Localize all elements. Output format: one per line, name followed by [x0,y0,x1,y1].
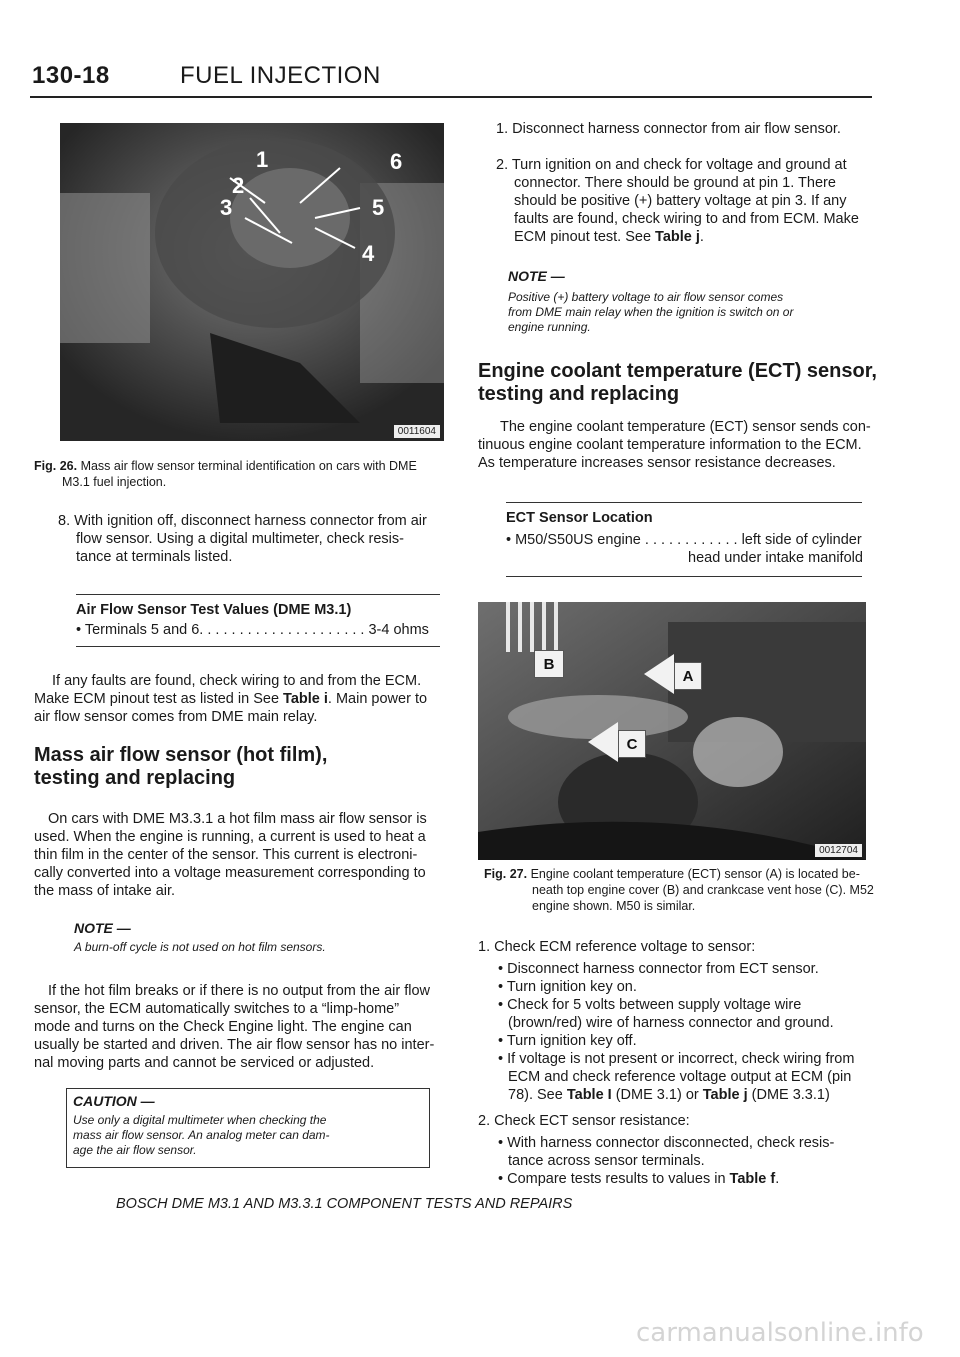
figure-26-caption-text: Mass air flow sensor terminal identification on cars with DME [80,459,417,473]
figure-26-code: 0011604 [394,425,440,438]
caution-text: Use only a digital multimeter when checking the mass air flow sensor. An analog meter can dam- age the air flow sensor. [73,1113,330,1157]
figure-27-label-c: C [618,730,646,758]
limp-home-paragraph: If the hot film breaks or if there is no output from the air flow sensor, the ECM automatically switches to a “limp-home” mode and turns on the Check Engine light. The engine can usually be started and driven. The air flow sensor has no inter- nal moving parts and cannot be serviced or adjusted. [34,983,435,1071]
figure-26-label-2: 2 [232,173,245,198]
airflow-table-title: Air Flow Sensor Test Values (DME M3.1) [76,602,352,618]
ect-table-top-rule [506,502,862,503]
figure-27-caption-label: Fig. 27. [484,867,528,881]
figure-26-illustration [60,123,444,441]
step-8-line-1: 8. With ignition off, disconnect harness connector from air [58,513,427,529]
right-step-1: 1. Disconnect harness connector from air flow sensor. [496,121,841,137]
check-ecm-step: 1. Check ECM reference voltage to sensor: • Disconnect harness connector from ECT sensor. • Turn ignition key on. • Check for 5 volts between supply voltage wire (brown/red) wire of harness connector and ground. • Turn ignition key off. • If voltage is not present or incorrect, check wiring from ECM and check reference voltage output at ECM (pin 78). See Table I (DME 3.1) or Table j (DME 3.3.1) [478,939,855,1103]
figure-26-caption-text-2: M3.1 fuel injection. [62,475,167,489]
table-f-ref[interactable]: Table f [729,1171,776,1187]
figure-26-label-4: 4 [362,241,375,266]
chapter-title: FUEL INJECTION [180,62,381,89]
section-heading-ect: Engine coolant temperature (ECT) sensor, testing and replacing [478,360,877,405]
ect-table-row-2: head under intake manifold [688,550,863,566]
faults-line-3: air flow sensor comes from DME main relay. [34,709,318,725]
figure-27-label-b: B [534,650,564,678]
figure-27-code: 0012704 [815,844,862,857]
figure-27-illustration [478,602,866,860]
figure-27-label-a: A [674,662,702,690]
table-j-ref[interactable]: Table j [655,229,700,245]
right-step-2: 2. Turn ignition on and check for voltage and ground at connector. There should be ground at pin 1. There should be positive (+) battery voltage at pin 3. If any faults are found, check wiring to and from ECM. Make ECM pinout test. See Table j. [496,157,859,245]
caution-heading: CAUTION — [73,1093,155,1109]
page-footer: BOSCH DME M3.1 AND M3.3.1 COMPONENT TESTS AND REPAIRS [116,1196,573,1212]
note-heading-right: NOTE — [508,268,565,284]
figure-26-label-1: 1 [256,147,269,172]
note-text-right: Positive (+) battery voltage to air flow sensor comes from DME main relay when the ignition is switch on or engine running. [508,290,794,334]
step-8-line-2: flow sensor. Using a digital multimeter, check resis- [76,531,404,547]
header-rule [30,96,872,98]
figure-26-label-6: 6 [390,149,403,174]
page-number: 130-18 [32,62,110,89]
note-text-left: A burn-off cycle is not used on hot film sensors. [74,940,326,954]
note-heading-left: NOTE — [74,920,131,936]
step-8-line-3: tance at terminals listed. [76,549,233,565]
check-ect-step: 2. Check ECT sensor resistance: • With harness connector disconnected, check resis- tance across sensor terminals. • Compare tests results to values in Table f. [478,1113,835,1187]
faults-line-1: If any faults are found, check wiring to and from the ECM. [52,673,422,689]
caution-box [66,1088,430,1168]
figure-26-caption-label: Fig. 26. [34,459,78,473]
ect-paragraph: The engine coolant temperature (ECT) sensor sends con- tinuous engine coolant temperature information to the ECM. As temperature increases sensor resistance decreases. [478,419,871,471]
table-i-ref[interactable]: Table i [283,691,328,707]
table-bottom-rule [76,646,440,647]
figure-26-label-5: 5 [372,195,385,220]
table-l-ref[interactable]: Table I [566,1087,612,1103]
faults-paragraph [34,672,454,726]
figure-27-caption: Fig. 27. Engine coolant temperature (ECT) sensor (A) is located be- neath top engine cover (B) and crankcase vent hose (C). M52 engine shown. M50 is similar. [484,867,874,913]
figure-27-photo [478,602,866,860]
figure-26-photo [60,123,444,441]
figure-26-label-3: 3 [220,195,233,220]
ect-table-title: ECT Sensor Location [506,510,653,526]
watermark: carmanualsonline.info [636,1318,924,1348]
table-top-rule [76,594,440,595]
table-j-ref-2[interactable]: Table j [702,1087,748,1103]
faults-line-2: Make ECM pinout test as listed in See Table i. Main power to [34,691,428,707]
section-heading-maf: Mass air flow sensor (hot film), testing and replacing [34,744,328,789]
hot-film-paragraph: On cars with DME M3.3.1 a hot film mass air flow sensor is used. When the engine is running, a current is used to heat a thin film in the center of the sensor. This current is electroni- cally converted into a voltage measurement corresponding to the mass of intake air. [34,811,427,899]
airflow-table-row: • Terminals 5 and 6. . . . . . . . . . . . . . . . . . . . . 3-4 ohms [76,622,429,638]
step-8 [58,512,458,566]
ect-table-row-1: • M50/S50US engine . . . . . . . . . . . . left side of cylinder [506,532,862,548]
figure-26-caption [34,458,454,490]
ect-table-bottom-rule [506,576,862,577]
